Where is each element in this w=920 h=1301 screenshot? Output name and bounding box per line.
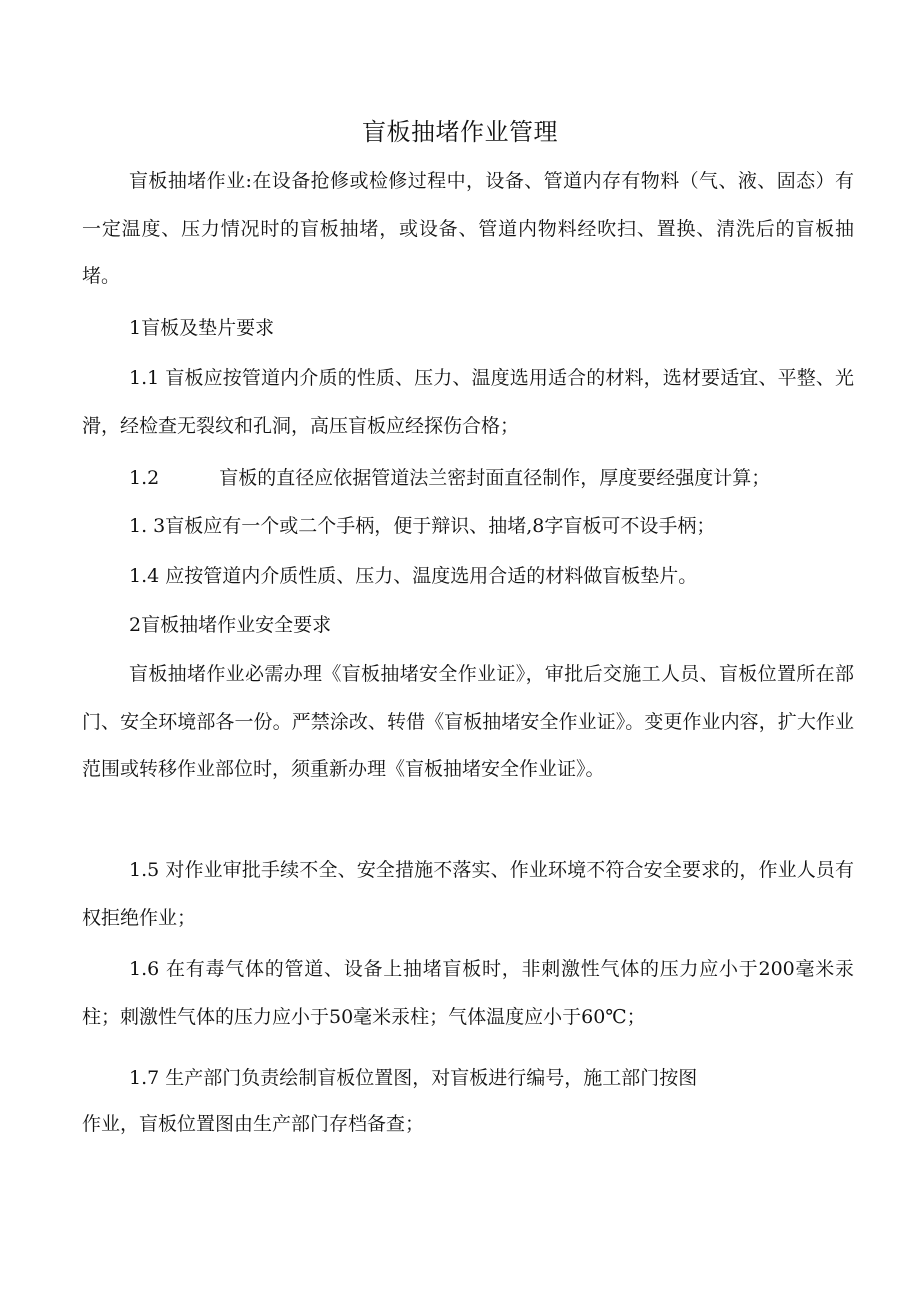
section-1-heading: 1盲板及垫片要求 xyxy=(129,317,275,339)
clause-1-5: 1.5 对作业审批手续不全、安全措施不落实、作业环境不符合安全要求的，作业人员有权拒绝作业； xyxy=(82,859,854,929)
page-title: 盲板抽堵作业管理 xyxy=(362,118,558,146)
clause-1-7-line-1: 1.7 生产部门负责绘制盲板位置图，对盲板进行编号，施工部门按图 xyxy=(129,1067,698,1089)
clause-1-4: 1.4 应按管道内介质性质、压力、温度选用合适的材料做盲板垫片。 xyxy=(129,565,698,587)
intro-paragraph: 盲板抽堵作业:在设备抢修或检修过程中，设备、管道内存有物料（气、液、固态）有一定温度、压力情况时的盲板抽堵，或设备、管道内物料经吹扫、置换、清洗后的盲板抽堵。 xyxy=(82,170,854,287)
section-2-paragraph: 盲板抽堵作业必需办理《盲板抽堵安全作业证》，审批后交施工人员、盲板位置所在部门、安全环境部各一份。严禁涂改、转借《盲板抽堵安全作业证》。变更作业内容，扩大作业范围或转移作业部位时，须重新办理《盲板抽堵安全作业证》。 xyxy=(82,663,854,780)
clause-1-2-text: 盲板的直径应依据管道法兰密封面直径制作，厚度要经强度计算； xyxy=(219,467,771,489)
clause-1-1: 1.1 盲板应按管道内介质的性质、压力、温度选用适合的材料，选材要适宜、平整、光滑，经检查无裂纹和孔洞，高压盲板应经探伤合格； xyxy=(82,367,854,437)
section-2-heading: 2盲板抽堵作业安全要求 xyxy=(129,614,332,636)
clause-1-7-line-2: 作业，盲板位置图由生产部门存档备查； xyxy=(82,1113,425,1135)
clause-1-2-number: 1.2 xyxy=(129,467,160,489)
clause-1-3: 1. 3盲板应有一个或二个手柄，便于辩识、抽堵,8字盲板可不设手柄； xyxy=(129,515,716,537)
clause-1-2 xyxy=(129,458,770,498)
clause-1-6: 1.6 在有毒气体的管道、设备上抽堵盲板时，非刺激性气体的压力应小于200毫米汞柱；刺激性气体的压力应小于50毫米汞柱；气体温度应小于60℃； xyxy=(82,958,854,1028)
